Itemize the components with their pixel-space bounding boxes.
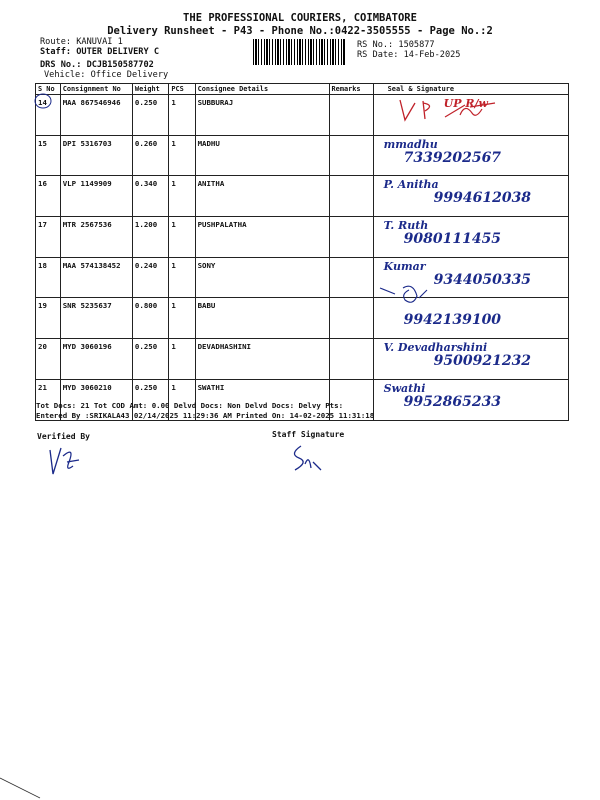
cell-consignee: DEVADHASHINI [195,339,329,380]
handwritten-name: UP R/w [443,97,488,110]
cell-pcs: 1 [169,339,195,380]
cell-consignee: MADHU [195,135,329,176]
cell-pcs: 1 [169,176,195,217]
handwritten-name: Kumar [383,259,426,273]
cell-sno: 18 [36,257,61,298]
staff-signature-label: Staff Signature [272,430,345,439]
handwritten-name: P. Anitha [383,178,439,192]
handwritten-name: Swathi [383,381,426,395]
cell-sno: 15 [36,135,61,176]
cell-consignee: PUSHPALATHA [195,217,329,258]
cell-pcs: 1 [169,135,195,176]
cell-pcs: 1 [169,257,195,298]
table-row [36,135,569,176]
cell-consignee: SONY [195,257,329,298]
cell-remarks [329,257,373,298]
cell-weight: 0.250 [132,95,168,136]
cell-weight: 0.340 [132,176,168,217]
cell-seal-signature [373,217,568,258]
company-name: THE PROFESSIONAL COURIERS, COIMBATORE [183,12,417,24]
cell-sno: 20 [36,339,61,380]
cell-weight: 0.260 [132,135,168,176]
table-header-row [36,84,569,95]
entered-by-line: Entered By :SRIKALA43 02/14/2025 11:29:36 AM Printed On: 14-02-2025 11:31:18 [36,411,375,420]
barcode-image [253,39,345,65]
handwritten-phone: 9080111455 [403,231,502,248]
cell-weight: 0.240 [132,257,168,298]
runsheet-table [35,83,569,421]
cell-consignee: SWATHI [195,379,329,420]
handwritten-name: T. Ruth [383,219,429,233]
staff-label: Staff: OUTER DELIVERY C [40,47,159,57]
cell-remarks [329,95,373,136]
cell-consignee: ANITHA [195,176,329,217]
drs-number: DRS No.: DCJB150587702 [40,60,154,70]
cell-pcs: 1 [169,217,195,258]
verified-by-label: Verified By [37,432,90,441]
cell-pcs: 1 [169,95,195,136]
handwritten-phone: 9500921232 [433,353,532,370]
table-row [36,339,569,380]
cell-consignment: MAA 867546946 [60,95,132,136]
cell-consignment: VLP 1149909 [60,176,132,217]
cell-consignment: DPI 5316703 [60,135,132,176]
cell-pcs: 1 [169,298,195,339]
signature-scribble-19 [375,280,455,310]
route-label: Route: KANUVAI 1 [40,37,123,47]
handwritten-phone: 9344050335 [433,271,532,288]
col-pcs: PCS [169,84,195,95]
table-row [36,217,569,258]
signature-scribble-14 [375,95,575,125]
cell-consignee: BABU [195,298,329,339]
col-seal-signature: Seal & Signature [373,84,568,95]
cell-remarks [329,217,373,258]
cell-remarks [329,298,373,339]
col-sno: S No [36,84,61,95]
col-remarks: Remarks [329,84,373,95]
runsheet-title: Delivery Runsheet - P43 - Phone No.:0422-3505555 - Page No.:2 [107,25,493,37]
cell-consignment: MYD 3060210 [60,379,132,420]
col-consignment: Consignment No [60,84,132,95]
table-row [36,176,569,217]
cell-seal-signature [373,176,568,217]
table-row [36,298,569,339]
cell-sno: 16 [36,176,61,217]
handwritten-phone: 9952865233 [403,393,502,410]
handwritten-phone: 7339202567 [403,149,502,166]
vehicle-label: Vehicle: Office Delivery [44,70,169,80]
cell-remarks [329,176,373,217]
handwritten-phone: 9994612038 [433,190,532,207]
col-weight: Weight [132,84,168,95]
rs-date: RS Date: 14-Feb-2025 [357,50,461,60]
cell-sno: 17 [36,217,61,258]
cell-consignment: MAA 574138452 [60,257,132,298]
cell-sno: 19 [36,298,61,339]
cell-consignment: MYD 3060196 [60,339,132,380]
cell-weight: 0.250 [132,379,168,420]
staff-signature [287,440,327,480]
rs-number: RS No.: 1505877 [357,40,435,50]
cell-weight: 1.200 [132,217,168,258]
cell-pcs: 1 [169,379,195,420]
page-edge-mark [0,770,60,800]
totals-line: Tot Docs: 21 Tot COD Amt: 0.00 Delvd Docs: Non Delvd Docs: Delvy Pts: [36,401,344,410]
handwritten-name: mmadhu [383,137,438,151]
verified-signature [45,442,85,482]
cell-sno: 21 [36,379,61,420]
cell-seal-signature [373,339,568,380]
cell-consignment: MTR 2567536 [60,217,132,258]
circle-mark [33,92,53,110]
cell-seal-signature [373,135,568,176]
cell-consignee: SUBBURAJ [195,95,329,136]
cell-remarks [329,135,373,176]
cell-weight: 0.800 [132,298,168,339]
cell-remarks [329,339,373,380]
table-row [36,257,569,298]
cell-seal-signature [373,379,568,420]
cell-weight: 0.250 [132,339,168,380]
cell-sno: 14 [36,95,61,136]
cell-consignment: SNR 5235637 [60,298,132,339]
col-consignee: Consignee Details [195,84,329,95]
handwritten-phone: 9942139100 [403,312,502,329]
handwritten-name: V. Devadharshini [383,341,488,355]
